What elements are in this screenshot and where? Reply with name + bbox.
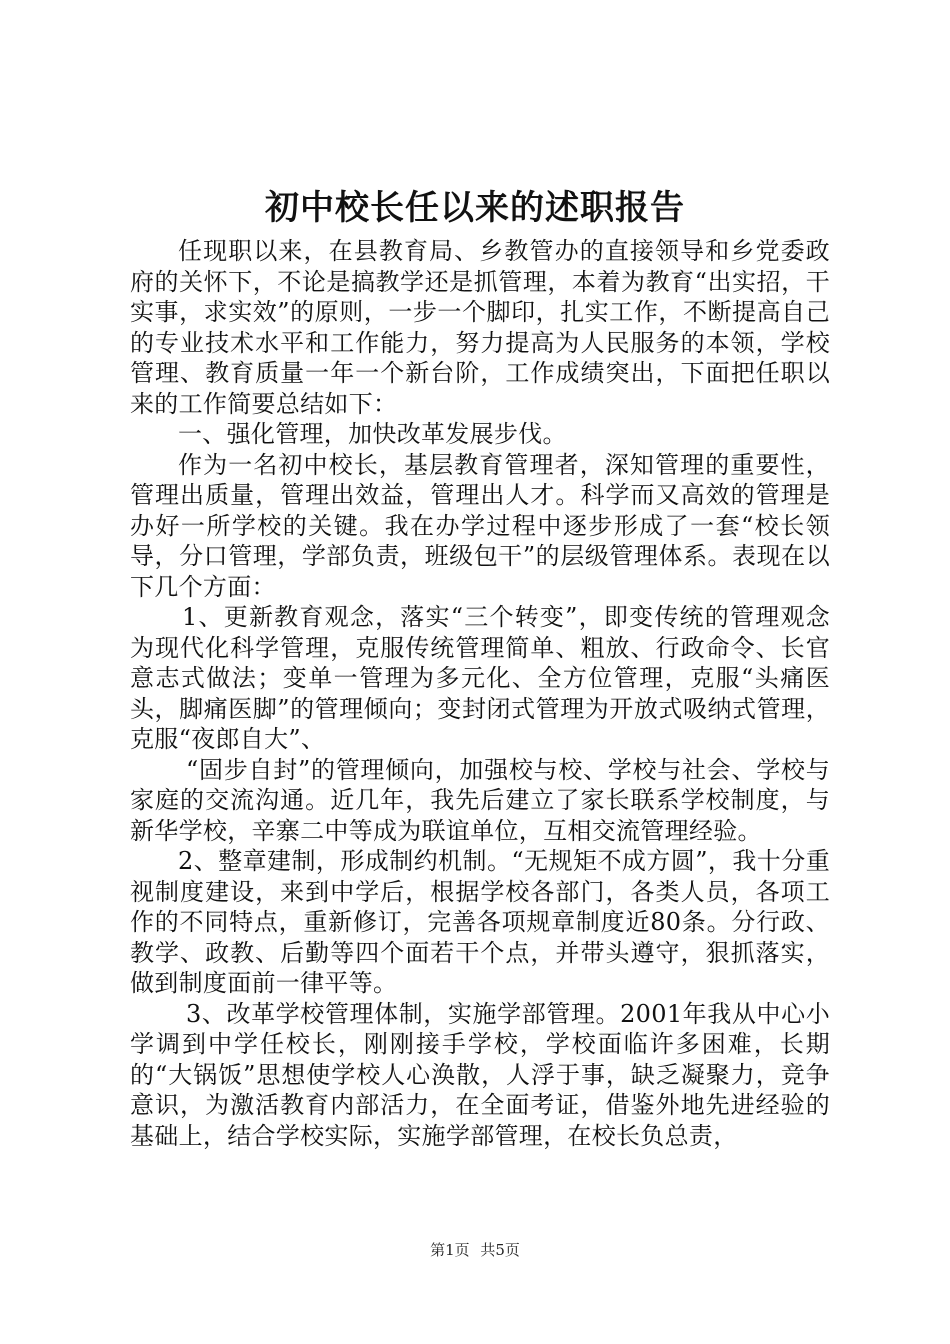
paragraph-item-1-continued: “固步自封”的管理倾向，加强校与校、学校与社会、学校与家庭的交流沟通。近几年，我先后建立了家长联系学校制度，与新华学校，辛寨二中等成为联谊单位，互相交流管理经验。 (130, 755, 830, 845)
page-footer (0, 1240, 950, 1260)
paragraph-management: 作为一名初中校长，基层教育管理者，深知管理的重要性，管理出质量，管理出效益，管理出人才。科学而又高效的管理是办好一所学校的关键。我在办学过程中逐步形成了一套“校长领导，分口管理，学部负责，班级包干”的层级管理体系。表现在以下几个方面： (130, 450, 830, 601)
page-number: 第1页 (430, 1241, 470, 1259)
section-heading-1: 一、强化管理，加快改革发展步伐。 (178, 420, 567, 448)
paragraph-intro: 任现职以来，在县教育局、乡教管办的直接领导和乡党委政府的关怀下，不论是搞教学还是抓管理，本着为教育“出实招，干实事，求实效”的原则，一步一个脚印，扎实工作，不断提高自己的专业技术水平和工作能力，努力提高为人民服务的本领，学校管理、教育质量一年一个新台阶，工作成绩突出，下面把任职以来的工作简要总结如下： (130, 237, 830, 418)
document-body (130, 236, 830, 1151)
document-title: 初中校长任以来的述职报告 (265, 188, 685, 228)
paragraph-item-2: 2、整章建制，形成制约机制。“无规矩不成方圆”，我十分重视制度建设，来到中学后，根据学校各部门，各类人员，各项工作的不同特点，重新修订，完善各项规章制度近80条。分行政、教学、政教、后勤等四个面若干个点，并带头遵守，狠抓落实，做到制度面前一律平等。 (130, 847, 830, 997)
page-total: 共5页 (480, 1241, 520, 1259)
paragraph-item-3: 3、改革学校管理体制，实施学部管理。2001年我从中心小学调到中学任校长，刚刚接手学校，学校面临许多困难，长期的“大锅饭”思想使学校人心涣散，人浮于事，缺乏凝聚力，竞争意识，为激活教育内部活力，在全面考证，借鉴外地先进经验的基础上，结合学校实际，实施学部管理，在校长负总责， (130, 999, 830, 1150)
paragraph-item-1: 1、更新教育观念，落实“三个转变”，即变传统的管理观念为现代化科学管理，克服传统管理简单、粗放、行政命令、长官意志式做法；变单一管理为多元化、全方位管理，克服“头痛医头，脚痛医脚”的管理倾向；变封闭式管理为开放式吸纳式管理，克服“夜郎自大”、 (130, 603, 830, 753)
